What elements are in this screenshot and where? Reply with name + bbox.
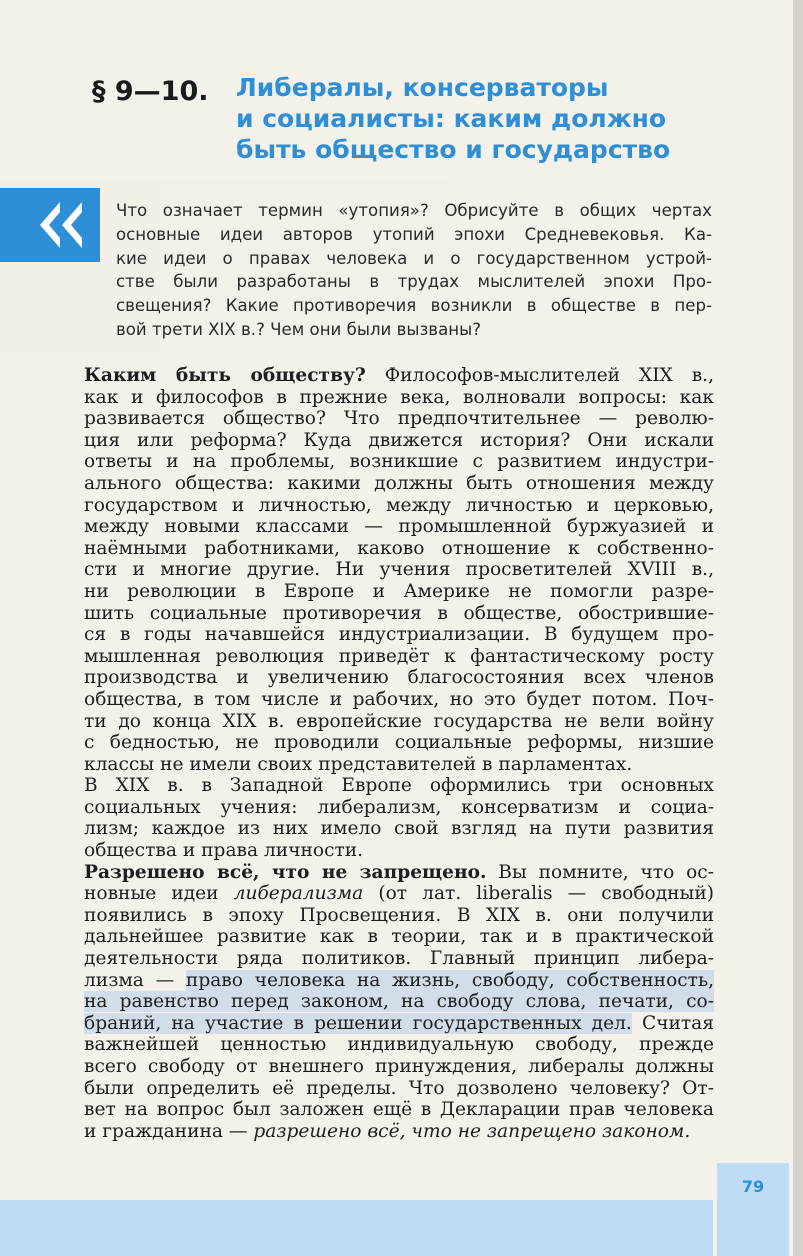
- paragraph-1-first-line: [84, 365, 714, 387]
- highlighted-text: право человека на жизнь, свободу, собственность,: [185, 969, 715, 991]
- text-line: [84, 1013, 714, 1035]
- text-fragment: лизма —: [84, 969, 186, 991]
- double-chevron-left-icon: [0, 188, 100, 262]
- text-line: общества, в том числе и рабочих, но это будет потом. Поч-: [84, 688, 714, 710]
- text-fragment: Считая: [631, 1012, 714, 1034]
- subheading-allowed: Разрешено всё, что не запрещено.: [84, 861, 487, 883]
- text-line: между новыми классами — промышленной буржуазией и: [84, 516, 714, 538]
- review-line: стве были разработаны в трудах мыслителей эпохи Про-: [116, 272, 712, 292]
- highlighted-text: на равенство перед законом, на свободу слова, печати, со-: [84, 991, 714, 1013]
- text-line: с бедностью, не проводили социальные реформы, низшие: [84, 732, 714, 754]
- text-line: [84, 970, 714, 992]
- text-line: производства и увеличению благосостояния всех членов: [84, 667, 714, 689]
- text-line: были определить её пределы. Что дозволено человеку? От-: [84, 1077, 714, 1099]
- text-line: лизм; каждое из них имело свой взгляд на пути развития: [84, 818, 714, 840]
- text-line: [84, 991, 714, 1013]
- page-number-tab: [717, 1163, 789, 1256]
- text-line: сти и многие другие. Ни учения просветителей XVIII в.,: [84, 559, 714, 581]
- text-line: важнейшей ценностью индивидуальную свободу, прежде: [84, 1034, 714, 1056]
- text-line: В XIX в. в Западной Европе оформились три основных: [84, 775, 714, 797]
- section-number: § 9—10.: [92, 76, 209, 107]
- text-line: как и философов в прежние века, волновали вопросы: как: [84, 386, 714, 408]
- section-title: [236, 72, 736, 165]
- review-line: основные идеи авторов утопий эпохи Средневековья. Ка-: [116, 224, 712, 244]
- text-line: общества и права личности.: [84, 840, 364, 862]
- text-line: ответы и на проблемы, возникшие с развитием индустри-: [84, 451, 714, 473]
- section-heading: [92, 72, 732, 162]
- text-line: социальных учения: либерализм, консерватизм и социа-: [84, 796, 714, 818]
- review-line: вой трети XIX в.? Чем они были вызваны?: [116, 319, 482, 339]
- paragraph-3-first-line: [84, 862, 714, 884]
- text-fragment: (от лат. liberalis — свободный): [363, 883, 715, 905]
- text-line: деятельности ряда политиков. Главный принцип либера-: [84, 948, 714, 970]
- text-line: вет на вопрос был заложен ещё в Декларации прав человека: [84, 1099, 714, 1121]
- text-line: ти до конца XIX в. европейские государства не вели войну: [84, 710, 714, 732]
- text-line: ального общества: какими должны быть отношения между: [84, 472, 714, 494]
- section-title-line: и социалисты: каким должно: [236, 104, 667, 133]
- section-title-line: Либералы, консерваторы: [236, 73, 609, 102]
- text-line: ся в годы начавшейся индустриализации. В будущем про-: [84, 624, 714, 646]
- principle-quote: разрешено всё, что не запрещено законом.: [253, 1120, 691, 1142]
- review-questions: [116, 199, 712, 342]
- footer-band: [0, 1200, 713, 1256]
- text-line: [84, 883, 714, 905]
- subheading-society: Каким быть обществу?: [84, 365, 366, 386]
- page-number: 79: [741, 1177, 765, 1196]
- text-line: Вы помните, что ос-: [486, 861, 714, 883]
- text-line: Философов-мыслителей XIX в.,: [365, 365, 714, 386]
- text-fragment: и гражданина —: [84, 1120, 254, 1142]
- text-line: ни революции в Европе и Америке не помогли разре-: [84, 580, 714, 602]
- text-line: мышленная революция приведёт к фантастическому росту: [84, 645, 714, 667]
- text-line: ция или реформа? Куда движется история? Они искали: [84, 429, 714, 451]
- review-line: кие идеи о правах человека и о государственном устрой-: [116, 248, 712, 268]
- text-fragment: новные идеи: [84, 883, 234, 905]
- review-line: Что означает термин «утопия»? Обрисуйте в общих чертах: [116, 201, 712, 220]
- main-text: [84, 365, 714, 1142]
- text-line: дальнейшее развитие как в теории, так и в практической: [84, 926, 714, 948]
- term-liberalism: либерализма: [233, 883, 364, 905]
- text-line: государством и личностью, между личностью и церковью,: [84, 494, 714, 516]
- text-line: наёмными работниками, каково отношение к собственно-: [84, 537, 714, 559]
- text-line: шить социальные противоречия в обществе, обострившие-: [84, 602, 714, 624]
- section-title-line: быть общество и государство: [236, 135, 671, 164]
- text-line: [84, 1121, 714, 1143]
- text-line: классы не имели своих представителей в парламентах.: [84, 753, 633, 775]
- text-line: всего свободу от внешнего принуждения, либералы должны: [84, 1056, 714, 1077]
- review-line: свещения? Какие противоречия возникли в обществе в пер-: [116, 296, 712, 316]
- text-line: появились в эпоху Просвещения. В XIX в. они получили: [84, 904, 714, 926]
- text-line: развивается общество? Что предпочтительнее — револю-: [84, 408, 714, 430]
- highlighted-text: браний, на участие в решении государственных дел.: [84, 1012, 632, 1034]
- page-edge: [793, 0, 803, 1256]
